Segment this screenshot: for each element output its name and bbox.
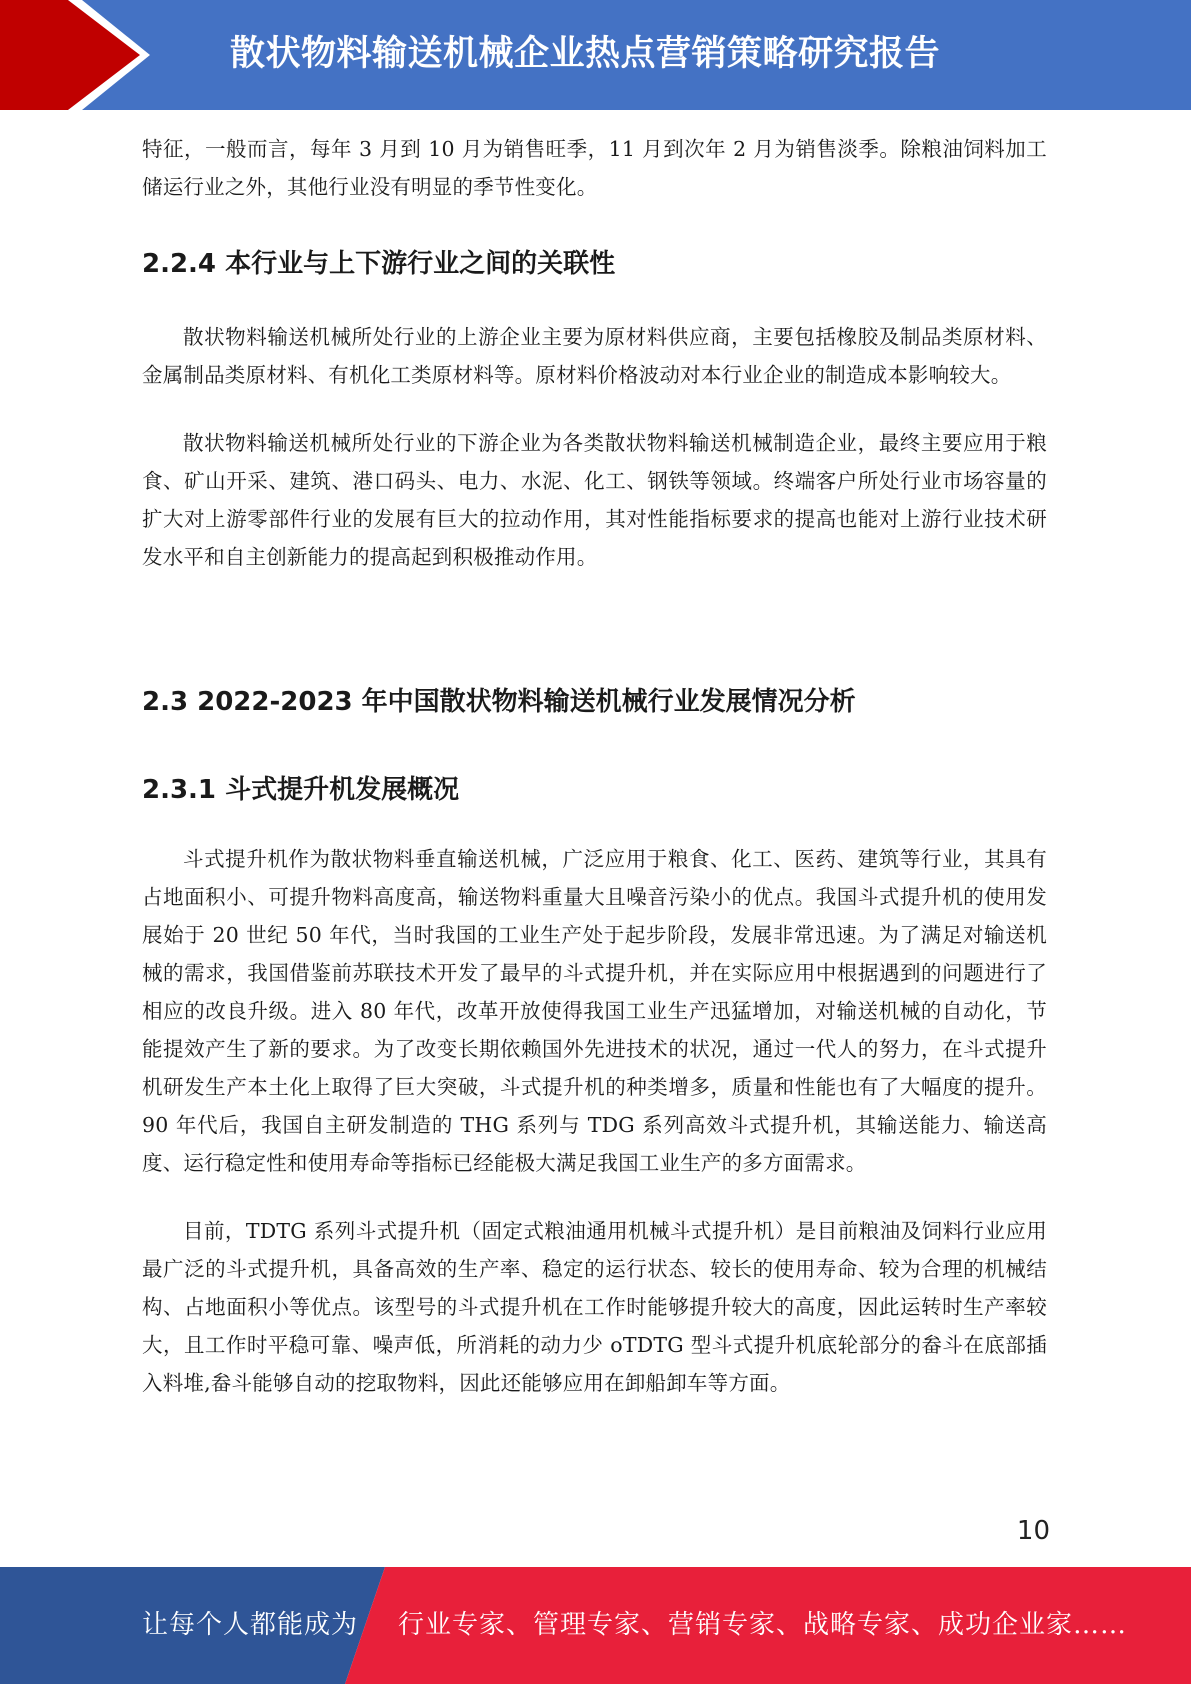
paragraph-seasonality: 特征，一般而言，每年 3 月到 10 月为销售旺季，11 月到次年 2 月为销售淡季。除粮油饲料加工储运行业之外，其他行业没有明显的季节性变化。 — [142, 137, 1047, 199]
footer-slogan-left: 让每个人都能成为 — [142, 1610, 359, 1640]
paragraph-downstream: 散状物料输送机械所处行业的下游企业为各类散状物料输送机械制造企业，最终主要应用于粮食、矿山开采、建筑、港口码头、电力、水泥、化工、钢铁等领域。终端客户所处行业市场容量的扩大对上游零部件行业的发展有巨大的拉动作用，其对性能指标要求的提高也能对上游行业技术研发水平和自主创新能力的提高起到积极推动作用。 — [142, 431, 1047, 569]
paragraph-upstream: 散状物料输送机械所处行业的上游企业主要为原材料供应商，主要包括橡胶及制品类原材料、金属制品类原材料、有机化工类原材料等。原材料价格波动对本行业企业的制造成本影响较大。 — [142, 325, 1047, 387]
page-number: 10 — [1016, 1516, 1050, 1546]
report-title: 散状物料输送机械企业热点营销策略研究报告 — [230, 34, 941, 74]
page-footer — [0, 1567, 1191, 1684]
paragraph-bucket-elevator-history: 斗式提升机作为散状物料垂直输送机械，广泛应用于粮食、化工、医药、建筑等行业，其具有占地面积小、可提升物料高度高，输送物料重量大且噪音污染小的优点。我国斗式提升机的使用发展始于 20 世纪 50 年代，当时我国的工业生产处于起步阶段，发展非常迅速。为了满足对输送机械的需求，我国借鉴前苏联技术开发了最早的斗式提升机，并在实际应用中根据遇到的问题进行了相应的改良升级。进入 80 年代，改革开放使得我国工业生产迅猛增加，对输送机械的自动化，节能提效产生了新的要求。为了改变长期依赖国外先进技术的状况，通过一代人的努力，在斗式提升机研发生产本土化上取得了巨大突破，斗式提升机的种类增多，质量和性能也有了大幅度的提升。90 年代后，我国自主研发制造的 THG 系列与 TDG 系列高效斗式提升机，其输送能力、输送高度、运行稳定性和使用寿命等指标已经能极大满足我国工业生产的多方面需求。 — [142, 847, 1047, 1175]
header-arrow-decoration — [0, 0, 160, 110]
heading-2-3-1: 2.3.1 斗式提升机发展概况 — [142, 775, 460, 805]
heading-2-2-4: 2.2.4 本行业与上下游行业之间的关联性 — [142, 249, 616, 279]
heading-2-3: 2.3 2022-2023 年中国散状物料输送机械行业发展情况分析 — [142, 687, 856, 717]
footer-slogan-right: 行业专家、管理专家、营销专家、战略专家、成功企业家…… — [398, 1610, 1128, 1640]
document-body — [142, 130, 1047, 1402]
paragraph-tdtg-series: 目前，TDTG 系列斗式提升机（固定式粮油通用机械斗式提升机）是目前粮油及饲料行业应用最广泛的斗式提升机，具备高效的生产率、稳定的运行状态、较长的使用寿命、较为合理的机械结构、占地面积小等优点。该型号的斗式提升机在工作时能够提升较大的高度，因此运转时生产率较大，且工作时平稳可靠、噪声低，所消耗的动力少 oTDTG 型斗式提升机底轮部分的畚斗在底部插入料堆,畚斗能够自动的挖取物料，因此还能够应用在卸船卸车等方面。 — [142, 1219, 1047, 1395]
page-header — [0, 0, 1191, 110]
